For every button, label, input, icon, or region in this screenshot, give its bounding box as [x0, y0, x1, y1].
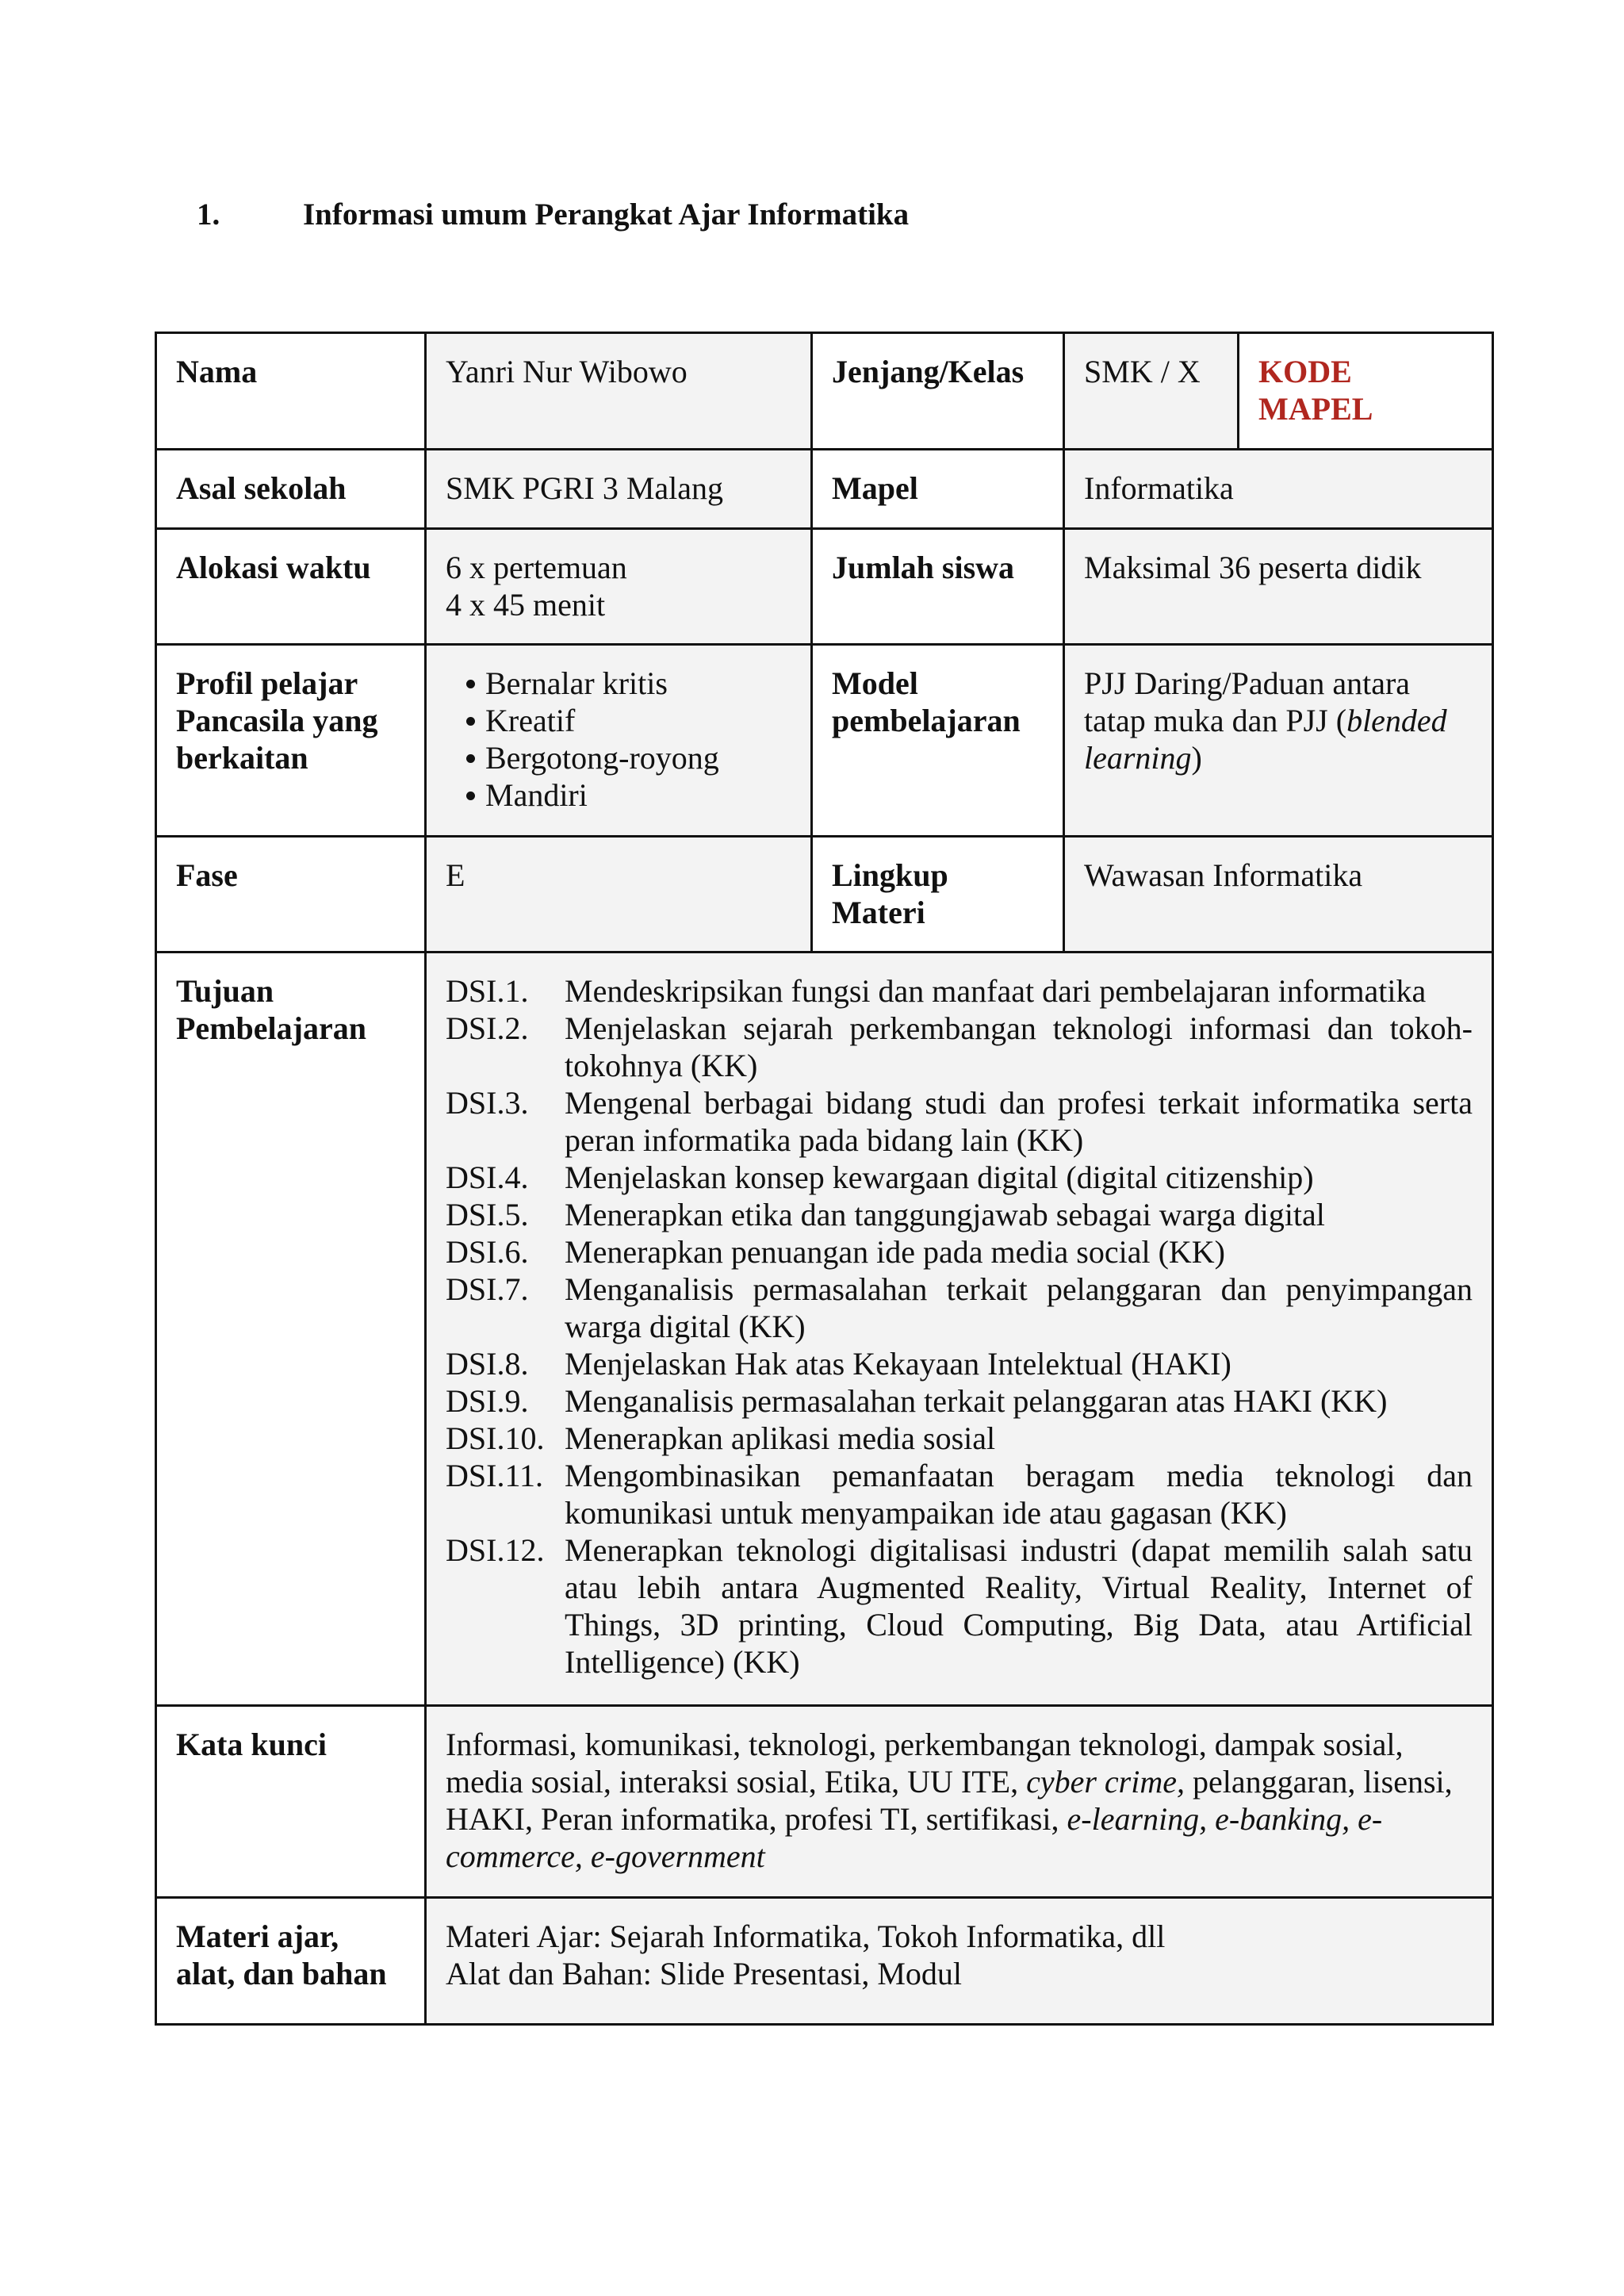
label-jumlah-siswa: Jumlah siswa	[812, 529, 1064, 645]
row-fase	[156, 837, 1493, 953]
tujuan-text: Menerapkan teknologi digitalisasi industri (dapat memilih salah satu atau lebih antara Augmented Reality, Virtual Reality, Internet of Things, 3D printing, Cloud Computing, Big Data, atau Artificial Intelligence) (KK)	[565, 1532, 1473, 1680]
tujuan-item	[446, 1010, 1473, 1084]
tujuan-item	[446, 1345, 1473, 1382]
value-materi-ajar	[426, 1898, 1493, 2025]
tujuan-text: Menerapkan aplikasi media sosial	[565, 1420, 996, 1456]
tujuan-item	[446, 1196, 1473, 1233]
profil-item: Bernalar kritis	[466, 665, 791, 702]
profil-item: Bergotong-royong	[466, 739, 791, 776]
label-asal-sekolah: Asal sekolah	[156, 450, 426, 529]
tujuan-code: DSI.7.	[446, 1271, 529, 1307]
model-text: PJJ Daring/Paduan antara tatap muka dan PJJ (	[1084, 665, 1411, 738]
kata-kunci-italic-2: e-learning, e-banking, e-commerce, e-government	[446, 1801, 1383, 1874]
tujuan-code: DSI.12.	[446, 1532, 545, 1568]
tujuan-text: Menjelaskan sejarah perkembangan teknologi informasi dan tokoh-tokohnya (KK)	[565, 1010, 1473, 1083]
value-asal-sekolah: SMK PGRI 3 Malang	[426, 450, 812, 529]
materi-line-1: Materi Ajar: Sejarah Informatika, Tokoh Informatika, dll	[446, 1918, 1166, 1954]
value-tujuan-pembelajaran	[426, 953, 1493, 1706]
tujuan-code: DSI.6.	[446, 1234, 529, 1270]
tujuan-item	[446, 1457, 1473, 1531]
tujuan-item	[446, 1420, 1473, 1457]
tujuan-item	[446, 1084, 1473, 1159]
kode-mapel: KODE MAPEL	[1239, 333, 1493, 450]
value-jenjang-kelas: SMK / X	[1064, 333, 1239, 450]
row-materi-ajar	[156, 1898, 1493, 2025]
row-asal-sekolah	[156, 450, 1493, 529]
value-lingkup-materi: Wawasan Informatika	[1064, 837, 1493, 953]
tujuan-code: DSI.10.	[446, 1420, 545, 1456]
alokasi-line-2: 4 x 45 menit	[446, 587, 606, 623]
value-profil-pelajar	[426, 645, 812, 837]
value-nama: Yanri Nur Wibowo	[426, 333, 812, 450]
tujuan-text: Mengenal berbagai bidang studi dan profesi terkait informatika serta peran informatika pada bidang lain (KK)	[565, 1085, 1473, 1158]
kata-kunci-text: Informasi, komunikasi, teknologi, perkembangan teknologi, dampak sosial, media sosial, interaksi sosial, Etika, UU ITE,	[446, 1727, 1404, 1800]
section-title: Informasi umum Perangkat Ajar Informatika	[303, 197, 910, 232]
value-fase: E	[426, 837, 812, 953]
alokasi-line-1: 6 x pertemuan	[446, 550, 627, 585]
tujuan-text: Mendeskripsikan fungsi dan manfaat dari pembelajaran informatika	[565, 973, 1427, 1009]
label-jenjang-kelas: Jenjang/Kelas	[812, 333, 1064, 450]
tujuan-code: DSI.1.	[446, 973, 529, 1009]
label-profil-pelajar: Profil pelajar Pancasila yang berkaitan	[156, 645, 426, 837]
tujuan-item	[446, 1382, 1473, 1420]
value-model-pembelajaran	[1064, 645, 1493, 837]
value-mapel: Informatika	[1064, 450, 1493, 529]
value-jumlah-siswa: Maksimal 36 peserta didik	[1064, 529, 1493, 645]
tujuan-code: DSI.8.	[446, 1346, 529, 1382]
label-tujuan-pembelajaran: Tujuan Pembelajaran	[156, 953, 426, 1706]
model-italic-text: blended learning	[1084, 703, 1447, 776]
tujuan-item	[446, 1531, 1473, 1681]
tujuan-text: Menganalisis permasalahan terkait pelanggaran atas HAKI (KK)	[565, 1383, 1388, 1419]
tujuan-text: Menerapkan etika dan tanggungjawab sebagai warga digital	[565, 1197, 1325, 1232]
kata-kunci-text-2: pelanggaran, lisensi, HAKI, Peran informatika, profesi TI, sertifikasi,	[446, 1764, 1453, 1837]
section-heading	[197, 197, 909, 232]
label-mapel: Mapel	[812, 450, 1064, 529]
value-kata-kunci	[426, 1706, 1493, 1898]
row-tujuan-pembelajaran	[156, 953, 1493, 1706]
label-kata-kunci: Kata kunci	[156, 1706, 426, 1898]
label-alokasi-waktu: Alokasi waktu	[156, 529, 426, 645]
tujuan-text: Menjelaskan Hak atas Kekayaan Intelektual (HAKI)	[565, 1346, 1231, 1382]
tujuan-item	[446, 1271, 1473, 1345]
label-fase: Fase	[156, 837, 426, 953]
label-lingkup-materi: Lingkup Materi	[812, 837, 1064, 953]
section-number: 1.	[197, 197, 220, 232]
tujuan-code: DSI.5.	[446, 1197, 529, 1232]
tujuan-code: DSI.2.	[446, 1010, 529, 1046]
info-table	[155, 332, 1494, 2026]
materi-line-2: Alat dan Bahan: Slide Presentasi, Modul	[446, 1956, 963, 1991]
tujuan-code: DSI.4.	[446, 1159, 529, 1195]
tujuan-text: Mengombinasikan pemanfaatan beragam media teknologi dan komunikasi untuk menyampaikan ide atau gagasan (KK)	[565, 1458, 1473, 1531]
tujuan-code: DSI.11.	[446, 1458, 543, 1493]
profil-list	[446, 665, 791, 814]
row-kata-kunci	[156, 1706, 1493, 1898]
tujuan-text: Menerapkan penuangan ide pada media social (KK)	[565, 1234, 1225, 1270]
model-text-end: )	[1191, 740, 1202, 776]
tujuan-item	[446, 1159, 1473, 1196]
tujuan-text: Menganalisis permasalahan terkait pelanggaran dan penyimpangan warga digital (KK)	[565, 1271, 1473, 1344]
profil-item: Mandiri	[466, 776, 791, 814]
row-alokasi-waktu	[156, 529, 1493, 645]
tujuan-code: DSI.3.	[446, 1085, 529, 1121]
label-nama: Nama	[156, 333, 426, 450]
profil-item: Kreatif	[466, 702, 791, 739]
label-model-pembelajaran: Model pembelajaran	[812, 645, 1064, 837]
label-materi-ajar: Materi ajar, alat, dan bahan	[156, 1898, 426, 2025]
tujuan-item	[446, 1233, 1473, 1271]
row-profil-pelajar	[156, 645, 1493, 837]
kata-kunci-italic: cyber crime,	[1026, 1764, 1185, 1800]
tujuan-item	[446, 972, 1473, 1010]
row-nama	[156, 333, 1493, 450]
tujuan-code: DSI.9.	[446, 1383, 529, 1419]
value-alokasi-waktu	[426, 529, 812, 645]
tujuan-text: Menjelaskan konsep kewargaan digital (digital citizenship)	[565, 1159, 1314, 1195]
